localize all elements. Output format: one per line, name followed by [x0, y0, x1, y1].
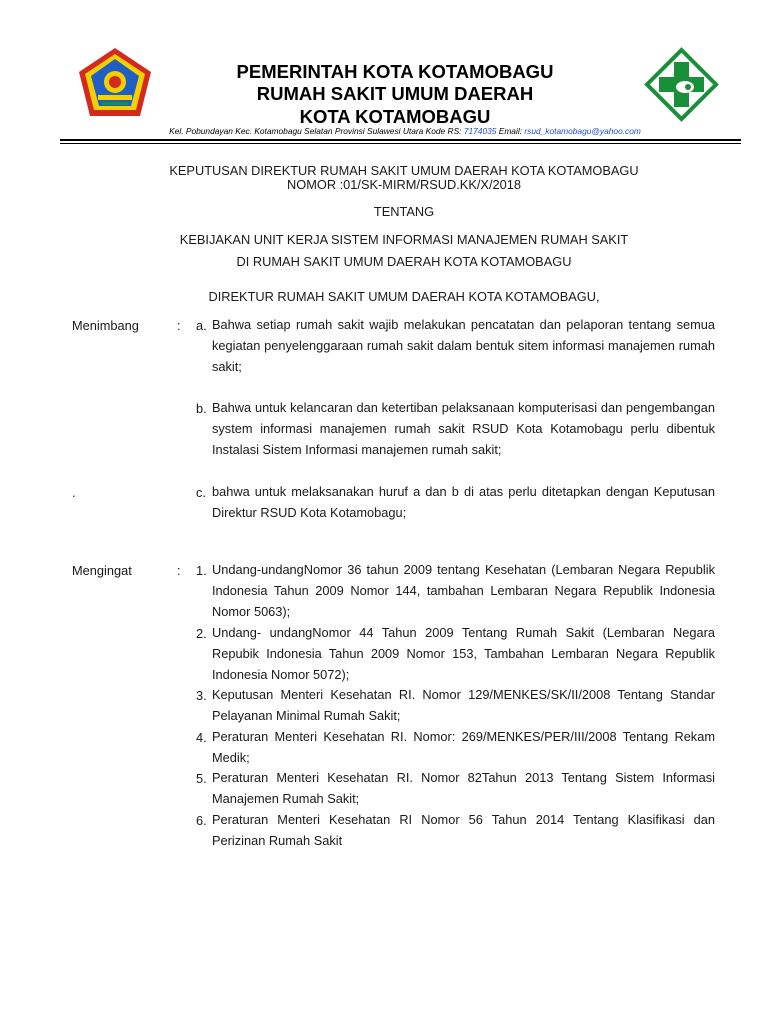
email-label: Email: — [496, 126, 525, 136]
address-text: Kel. Pobundayan Kec. Kotamobagu Selatan Provinsi Sulawesi Utara Kode RS: — [169, 126, 464, 136]
decree-number: NOMOR :01/SK-MIRM/RSUD.KK/X/2018 — [287, 177, 521, 192]
decree-title: KEPUTUSAN DIREKTUR RUMAH SAKIT UMUM DAERAH KOTA KOTAMOBAGU — [169, 163, 639, 178]
list-item-marker: 4. — [196, 730, 207, 745]
mengingat-item-5: Peraturan Menteri Kesehatan RI. Nomor 82Tahun 2013 Tentang Sistem Informasi Manajemen Rumah Sakit; — [212, 770, 715, 806]
decree-issuer: DIREKTUR RUMAH SAKIT UMUM DAERAH KOTA KOTAMOBAGU, — [208, 289, 600, 304]
email-address: rsud_kotamobagu@yahoo.com — [524, 126, 641, 136]
letterhead-address — [60, 126, 750, 136]
letterhead-rule-thin — [60, 143, 741, 144]
list-item-marker: c. — [196, 485, 206, 500]
mengingat-label: Mengingat — [72, 563, 132, 578]
list-item-marker: 3. — [196, 688, 207, 703]
letterhead-city: KOTA KOTAMOBAGU — [299, 106, 491, 127]
list-item-marker: 2. — [196, 626, 207, 641]
mengingat-colon: : — [177, 563, 181, 578]
menimbang-label: Menimbang — [72, 318, 139, 333]
list-item-marker: b. — [196, 401, 207, 416]
list-item-marker: 5. — [196, 771, 207, 786]
list-item-marker: a. — [196, 318, 207, 333]
decree-about: TENTANG — [373, 204, 435, 219]
menimbang-item-b: Bahwa untuk kelancaran dan ketertiban pelaksanaan komputerisasi dan pengembangan system informasi manajemen rumah sakit RSUD Kota Kotamobagu perlu dibentuk Instalasi Sistem Informasi manajemen rumah sakit; — [212, 400, 715, 457]
mengingat-item-3: Keputusan Menteri Kesehatan RI. Nomor 129/MENKES/SK/II/2008 Tentang Standar Pelayanan Minimal Rumah Sakit; — [212, 687, 715, 723]
decree-subject-line2: DI RUMAH SAKIT UMUM DAERAH KOTA KOTAMOBAGU — [236, 254, 572, 269]
list-item-marker: 1. — [196, 563, 207, 578]
menimbang-colon: : — [177, 318, 181, 333]
city-emblem-icon — [76, 46, 154, 118]
rs-code: 7174035 — [463, 126, 497, 136]
mengingat-item-2: Undang- undangNomor 44 Tahun 2009 Tentang Rumah Sakit (Lembaran Negara Repubik Indonesia Tahun 2009 Nomor 153, Tambahan Lembaran Negara Republik Indonesia Nomor 5072); — [212, 625, 715, 682]
health-cross-logo-icon — [644, 47, 719, 122]
decree-subject-line1: KEBIJAKAN UNIT KERJA SISTEM INFORMASI MANAJEMEN RUMAH SAKIT — [179, 232, 629, 247]
menimbang-item-a: Bahwa setiap rumah sakit wajib melakukan pencatatan dan pelaporan tentang semua kegiatan penyelenggaraan rumah sakit dalam bentuk sitem informasi manajemen rumah sakit; — [212, 317, 715, 374]
menimbang-item-c: bahwa untuk melaksanakan huruf a dan b di atas perlu ditetapkan dengan Keputusan Direktur RSUD Kota Kotamobagu; — [212, 484, 715, 520]
letterhead-rule-thick — [60, 139, 741, 141]
stray-period: . — [72, 485, 76, 500]
list-item-marker: 6. — [196, 813, 207, 828]
mengingat-item-4: Peraturan Menteri Kesehatan RI. Nomor: 269/MENKES/PER/III/2008 Tentang Rekam Medik; — [212, 729, 715, 765]
mengingat-item-6: Peraturan Menteri Kesehatan RI Nomor 56 Tahun 2014 Tentang Klasifikasi dan Perizinan Rumah Sakit — [212, 812, 715, 848]
mengingat-item-1: Undang-undangNomor 36 tahun 2009 tentang Kesehatan (Lembaran Negara Republik Indonesia Tahun 2009 Nomor 144, tambahan Lembaran Negara Republik Indonesia Nomor 5063); — [212, 562, 715, 619]
letterhead-government: PEMERINTAH KOTA KOTAMOBAGU — [236, 61, 554, 82]
letterhead-hospital: RUMAH SAKIT UMUM DAERAH — [256, 83, 534, 104]
